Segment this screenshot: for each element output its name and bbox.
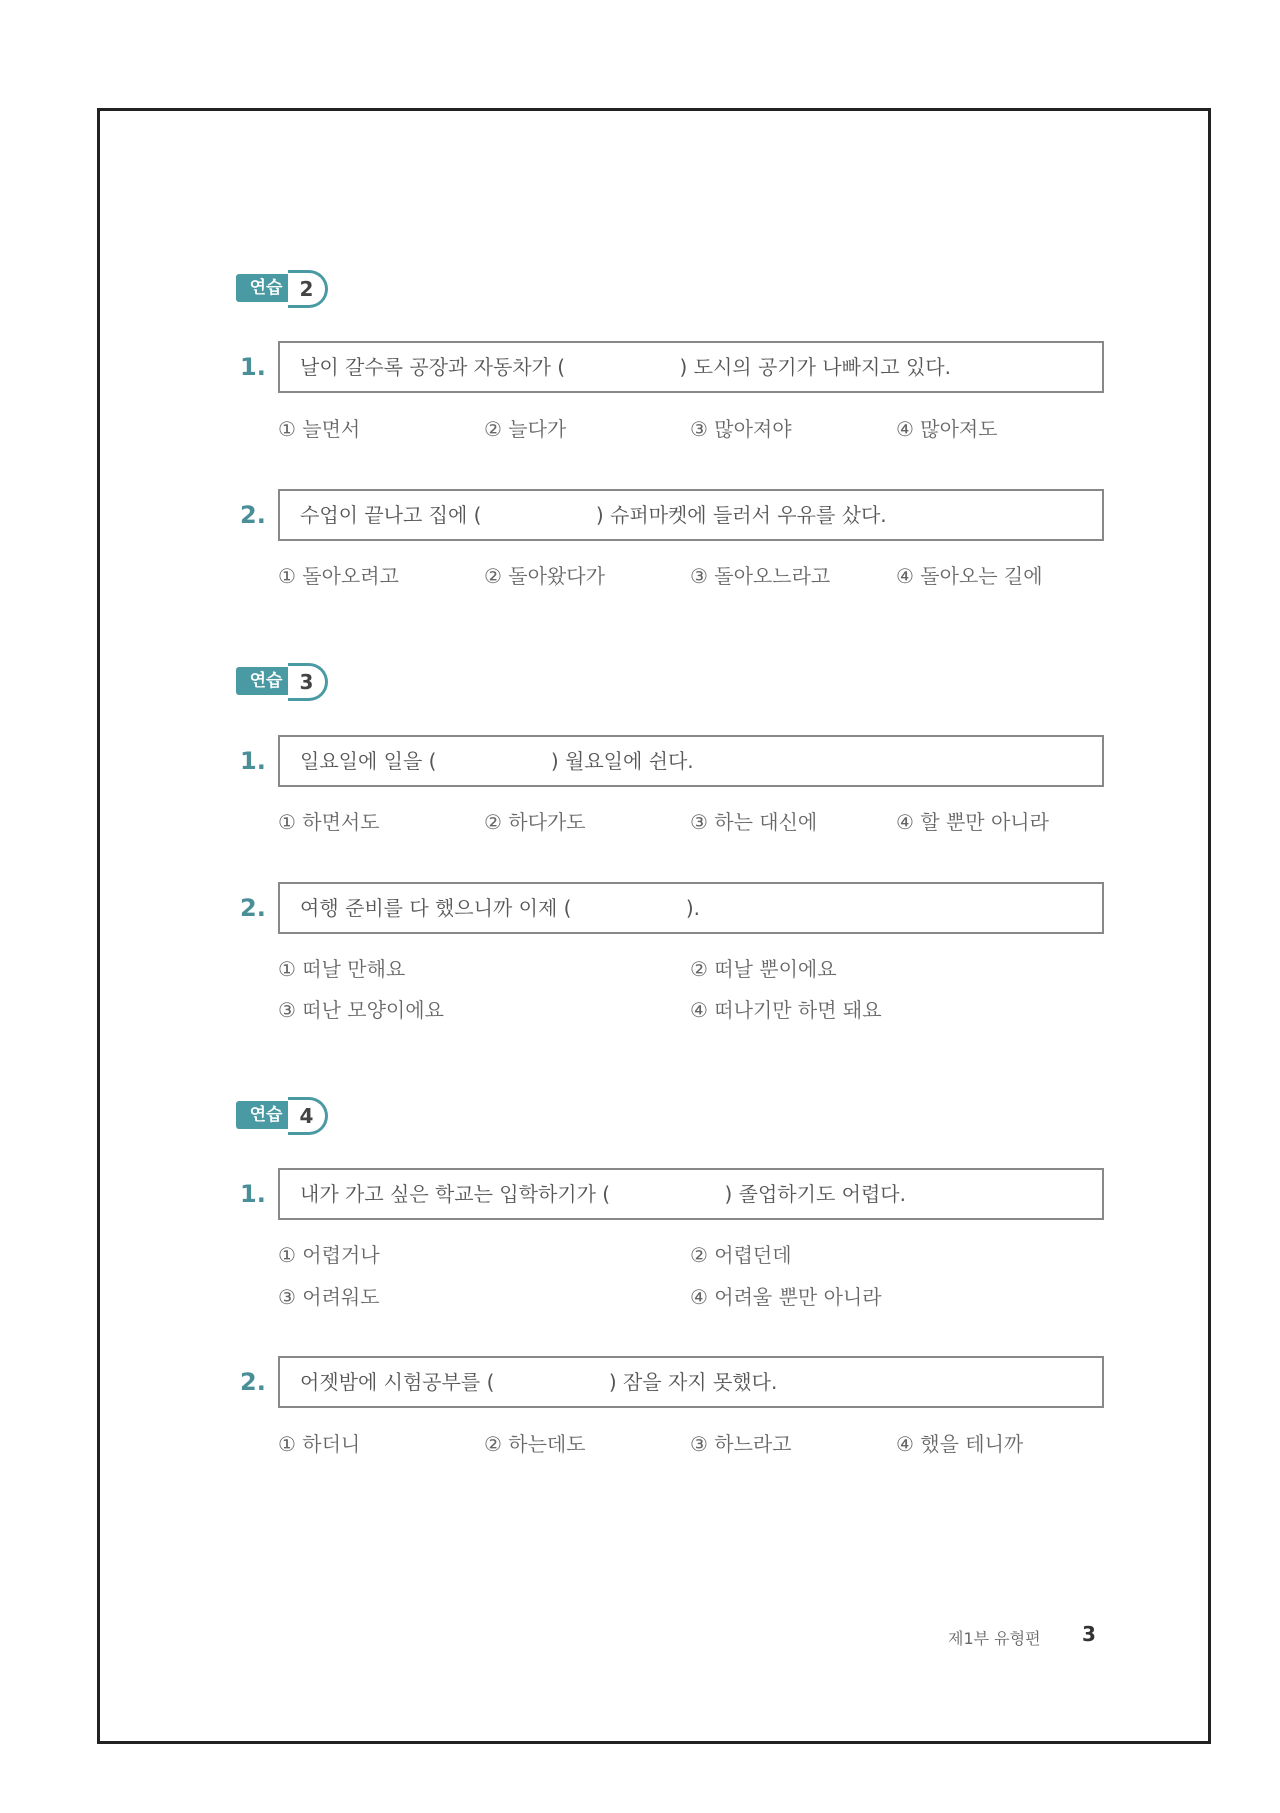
option[interactable]: ① 하면서도	[278, 810, 380, 834]
question-number: 1.	[240, 747, 266, 775]
question-number: 2.	[240, 501, 266, 529]
option[interactable]: ② 하다가도	[484, 810, 586, 834]
footer-part-label: 제1부 유형편	[948, 1629, 1041, 1648]
option[interactable]: ② 하는데도	[484, 1432, 586, 1456]
section-badge-number: 3	[288, 663, 328, 701]
option[interactable]: ④ 했을 테니까	[896, 1432, 1024, 1456]
option[interactable]: ① 어렵거나	[278, 1243, 380, 1267]
page-number: 3	[1082, 1622, 1096, 1646]
option[interactable]: ② 늘다가	[484, 417, 567, 441]
option[interactable]: ③ 하는 대신에	[690, 810, 818, 834]
section-badge	[236, 1097, 336, 1137]
option[interactable]: ④ 어려울 뿐만 아니라	[690, 1285, 882, 1309]
question-text-box: 어젯밤에 시험공부를 ( ) 잠을 자지 못했다.	[278, 1356, 1104, 1408]
option[interactable]: ③ 떠난 모양이에요	[278, 998, 444, 1022]
option[interactable]: ③ 돌아오느라고	[690, 564, 831, 588]
question-number: 1.	[240, 353, 266, 381]
option[interactable]: ① 하더니	[278, 1432, 361, 1456]
option[interactable]: ④ 떠나기만 하면 돼요	[690, 998, 882, 1022]
question-number: 1.	[240, 1180, 266, 1208]
option[interactable]: ② 어렵던데	[690, 1243, 792, 1267]
section-badge-number: 4	[288, 1097, 328, 1135]
option[interactable]: ④ 할 뿐만 아니라	[896, 810, 1049, 834]
option[interactable]: ④ 많아져도	[896, 417, 998, 441]
question-text-box: 여행 준비를 다 했으니까 이제 ( ).	[278, 882, 1104, 934]
question-number: 2.	[240, 1368, 266, 1396]
question-text-box: 일요일에 일을 ( ) 월요일에 쉰다.	[278, 735, 1104, 787]
option[interactable]: ① 돌아오려고	[278, 564, 399, 588]
question-text-box: 날이 갈수록 공장과 자동차가 ( ) 도시의 공기가 나빠지고 있다.	[278, 341, 1104, 393]
option[interactable]: ② 떠날 뿐이에요	[690, 957, 837, 981]
question-text-box: 내가 가고 싶은 학교는 입학하기가 ( ) 졸업하기도 어렵다.	[278, 1168, 1104, 1220]
section-badge	[236, 663, 336, 703]
option[interactable]: ① 떠날 만해요	[278, 957, 406, 981]
option[interactable]: ③ 많아져야	[690, 417, 792, 441]
section-badge-label: 연습	[236, 1101, 296, 1129]
option[interactable]: ④ 돌아오는 길에	[896, 564, 1043, 588]
section-badge-label: 연습	[236, 667, 296, 695]
section-badge-label: 연습	[236, 274, 296, 302]
option[interactable]: ③ 하느라고	[690, 1432, 792, 1456]
option[interactable]: ① 늘면서	[278, 417, 361, 441]
option[interactable]: ③ 어려워도	[278, 1285, 380, 1309]
section-badge	[236, 270, 336, 310]
option[interactable]: ② 돌아왔다가	[484, 564, 605, 588]
section-badge-number: 2	[288, 270, 328, 308]
question-text-box: 수업이 끝나고 집에 ( ) 슈퍼마켓에 들러서 우유를 샀다.	[278, 489, 1104, 541]
question-number: 2.	[240, 894, 266, 922]
